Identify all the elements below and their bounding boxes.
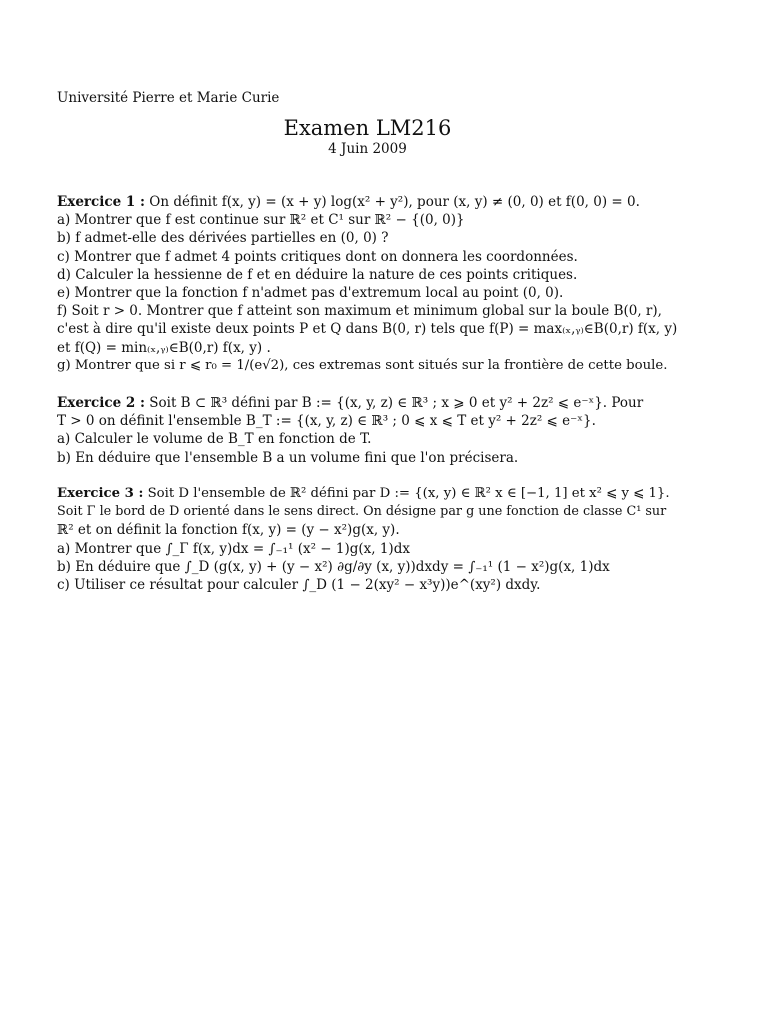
exercise-3-line-3: ℝ² et on définit la fonction f(x, y) = (y − x²)g(x, y). — [57, 522, 400, 539]
exercise-2-question-b: b) En déduire que l'ensemble B a un volume fini que l'on précisera. — [57, 449, 519, 466]
exercise-1 — [57, 193, 677, 375]
exercise-1-question-f-end: et f(Q) = min₍ₓ,ᵧ₎∈B(0,r) f(x, y) . — [57, 339, 271, 356]
exam-date: 4 Juin 2009 — [328, 141, 407, 157]
exercise-2-line-2: T > 0 on définit l'ensemble B_T := {(x, y, z) ∈ ℝ³ ; 0 ⩽ x ⩽ T et y² + 2z² ⩽ e⁻ˣ}. — [57, 413, 596, 430]
exercise-2-intro: Soit B ⊂ ℝ³ défini par B := {(x, y, z) ∈ ℝ³ ; x ⩾ 0 et y² + 2z² ⩽ e⁻ˣ}. Pour — [144, 395, 644, 411]
exercise-2-heading: Exercice 2 : — [57, 395, 145, 411]
exercise-1-intro: On définit f(x, y) = (x + y) log(x² + y²), pour (x, y) ≠ (0, 0) et f(0, 0) = 0. — [144, 194, 640, 210]
exercise-1-question-d: d) Calculer la hessienne de f et en déduire la nature de ces points critiques. — [57, 266, 578, 283]
exercise-1-question-e: e) Montrer que la fonction f n'admet pas d'extremum local au point (0, 0). — [57, 285, 564, 302]
exercise-3 — [57, 485, 677, 594]
exercise-3-line-1 — [57, 485, 677, 503]
exam-title: Examen LM216 — [283, 116, 452, 140]
exercise-1-question-f: f) Soit r > 0. Montrer que f atteint son maximum et minimum global sur la boule B(0, r), — [57, 303, 662, 320]
exercise-3-question-c: c) Utiliser ce résultat pour calculer ∫_D (1 − 2(xy² − x³y))e^(xy²) dxdy. — [57, 577, 541, 594]
exercise-1-question-a: a) Montrer que f est continue sur ℝ² et C¹ sur ℝ² − {(0, 0)} — [57, 212, 465, 229]
exercise-2-question-a: a) Calculer le volume de B_T en fonction de T. — [57, 431, 372, 448]
exercise-1-heading: Exercice 1 : — [57, 194, 145, 210]
exercise-1-question-c: c) Montrer que f admet 4 points critiques dont on donnera les coordonnées. — [57, 248, 578, 265]
exercise-1-question-b: b) f admet-elle des dérivées partielles en (0, 0) ? — [57, 230, 389, 247]
exercise-3-line-2: Soit Γ le bord de D orienté dans le sens direct. On désigne par g une fonction de classe C¹ sur — [57, 504, 667, 520]
university-name: Université Pierre et Marie Curie — [57, 90, 280, 106]
exercise-2 — [57, 394, 677, 467]
exercise-1-line-1 — [57, 193, 677, 211]
exercise-3-heading: Exercice 3 : — [57, 486, 144, 501]
exercise-3-question-b: b) En déduire que ∫_D (g(x, y) + (y − x²) ∂g/∂y (x, y))dxdy = ∫₋₁¹ (1 − x²)g(x, 1)dx — [57, 558, 610, 575]
exercise-2-line-1 — [57, 394, 677, 412]
exercise-3-question-a: a) Montrer que ∫_Γ f(x, y)dx = ∫₋₁¹ (x² − 1)g(x, 1)dx — [57, 540, 410, 557]
exercise-3-intro: Soit D l'ensemble de ℝ² défini par D := {(x, y) ∈ ℝ² x ∈ [−1, 1] et x² ⩽ y ⩽ 1}. — [143, 486, 670, 501]
exercise-1-question-g: g) Montrer que si r ⩽ r₀ = 1/(e√2), ces extremas sont situés sur la frontière de cette boule. — [57, 357, 668, 373]
exercise-1-question-f-cont: c'est à dire qu'il existe deux points P et Q dans B(0, r) tels que f(P) = max₍ₓ,ᵧ₎∈B(0,r) f(x, y) — [57, 321, 678, 338]
